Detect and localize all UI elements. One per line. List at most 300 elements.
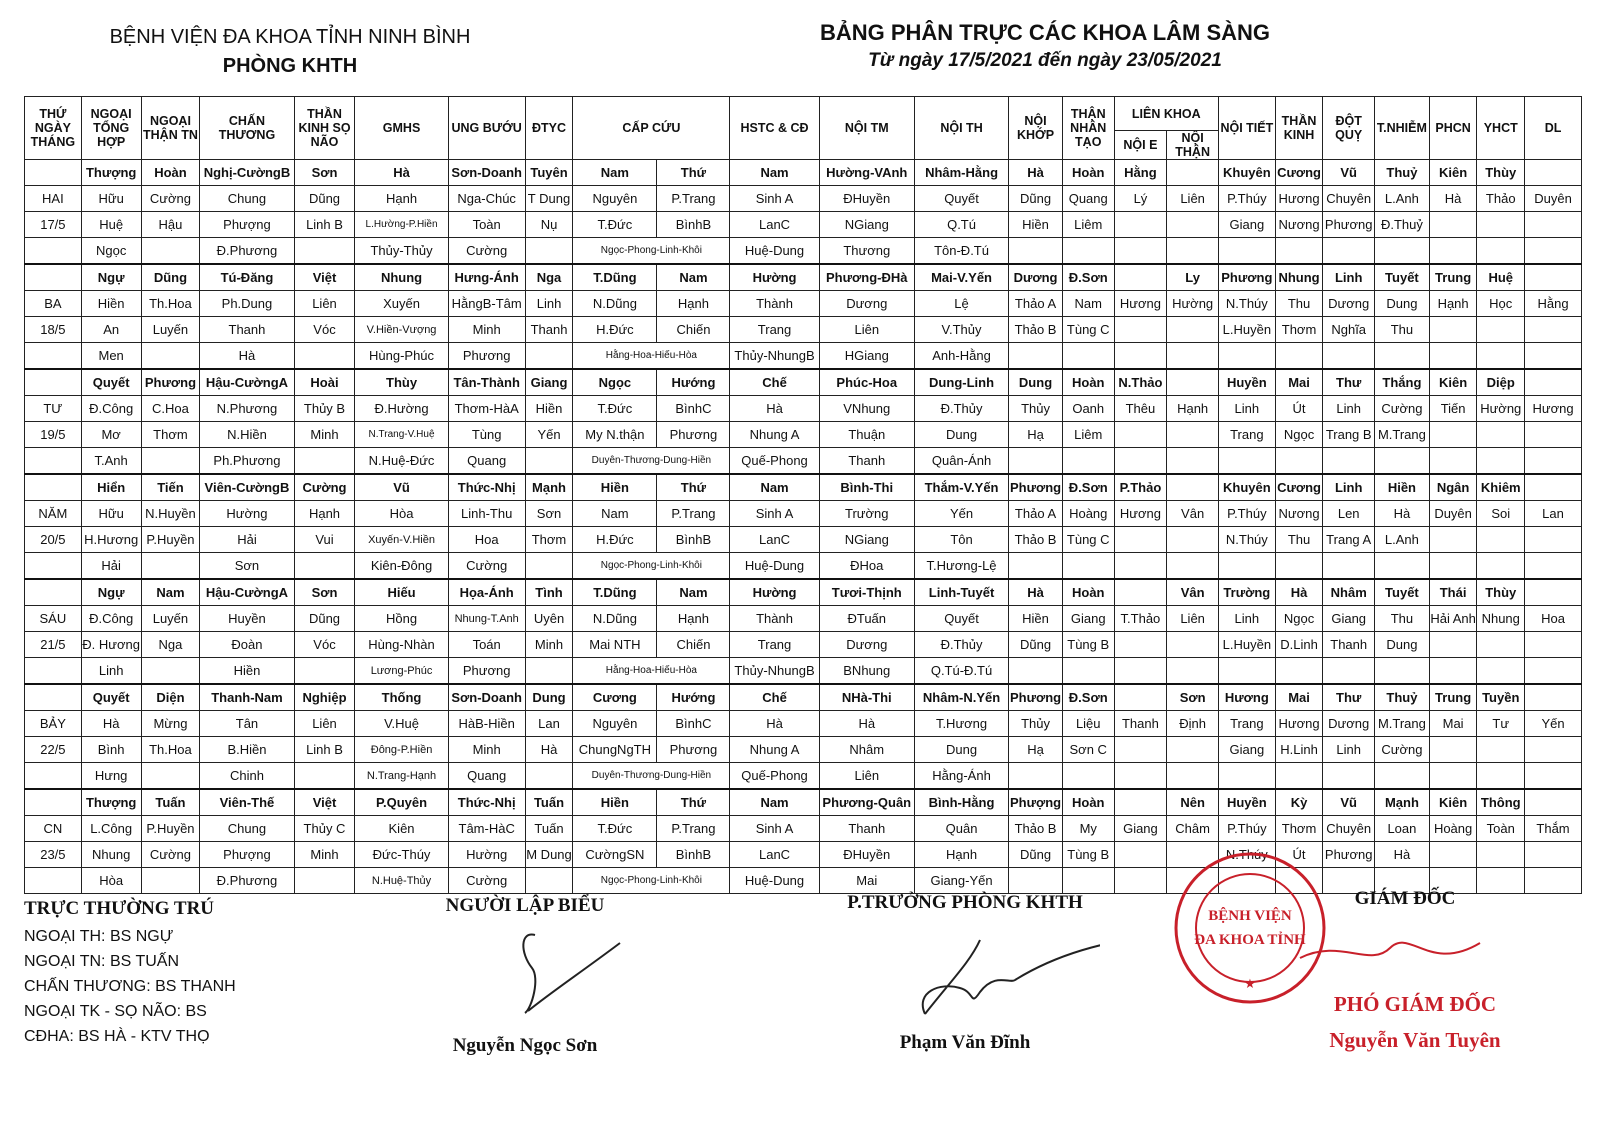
table-cell <box>1477 422 1525 448</box>
table-cell: L.Huyền <box>1218 632 1275 658</box>
day-cell <box>25 763 82 790</box>
table-cell: Thơm <box>141 422 200 448</box>
table-cell <box>1009 238 1063 265</box>
table-cell <box>1009 448 1063 475</box>
table-cell: Dương <box>1009 264 1063 291</box>
header-noi-th: NỘI TH <box>914 97 1008 160</box>
table-cell <box>1114 422 1167 448</box>
table-cell <box>1429 317 1477 343</box>
table-cell: Thùy <box>1477 160 1525 186</box>
table-cell: Cường <box>448 238 525 265</box>
table-cell <box>1429 448 1477 475</box>
table-cell: Nhâm-Hằng <box>914 160 1008 186</box>
table-cell <box>1429 842 1477 868</box>
header-ung-buou: UNG BƯỚU <box>448 97 525 160</box>
table-cell: Quyết <box>81 684 141 711</box>
oncall-section <box>24 898 236 1053</box>
header-noi-e: NỘI E <box>1114 131 1167 160</box>
table-cell <box>1114 343 1167 370</box>
table-cell: Liệu <box>1062 711 1114 737</box>
table-cell: Thanh <box>525 317 573 343</box>
table-cell: Thu <box>1375 317 1430 343</box>
table-cell: Huyền <box>200 606 294 632</box>
table-cell <box>525 553 573 580</box>
deputy-head-title: P.TRƯỞNG PHÒNG KHTH <box>847 892 1083 913</box>
table-cell: Liên <box>294 291 355 317</box>
table-cell: Hải <box>200 527 294 553</box>
table-cell: Nghị-CườngB <box>200 160 294 186</box>
table-row <box>25 396 1582 422</box>
table-row <box>25 658 1582 685</box>
table-cell: Minh <box>294 422 355 448</box>
table-cell: Hạnh <box>294 501 355 527</box>
table-cell: H.Đức <box>573 317 657 343</box>
table-cell: Chung <box>200 186 294 212</box>
director-signature <box>1280 918 1530 998</box>
table-cell: Hà <box>730 711 819 737</box>
table-cell: Tình <box>525 579 573 606</box>
table-cell <box>1114 238 1167 265</box>
table-cell: Kiên <box>1429 160 1477 186</box>
table-cell: Mai NTH <box>573 632 657 658</box>
table-cell: Bình <box>81 737 141 763</box>
table-cell: Hòa <box>81 868 141 894</box>
table-cell: P.Trang <box>657 816 730 842</box>
table-cell: Anh-Hằng <box>914 343 1008 370</box>
table-cell: ĐHuyền <box>819 842 914 868</box>
table-cell: Phương <box>448 343 525 370</box>
table-cell <box>1167 343 1219 370</box>
table-cell <box>141 448 200 475</box>
table-cell: Viên-CườngB <box>200 474 294 501</box>
table-cell: Đ.Hường <box>355 396 448 422</box>
table-cell: Hà <box>1009 579 1063 606</box>
director-name: Nguyễn Văn Tuyên <box>1329 1028 1501 1052</box>
table-cell <box>1375 448 1430 475</box>
table-cell <box>1525 579 1582 606</box>
table-cell: Hà <box>200 343 294 370</box>
table-cell: Hà <box>1429 186 1477 212</box>
table-cell: H.Linh <box>1275 737 1323 763</box>
table-cell: V.Thủy <box>914 317 1008 343</box>
table-cell: Châm <box>1167 816 1219 842</box>
table-cell: Linh-Tuyết <box>914 579 1008 606</box>
table-cell: Lan <box>525 711 573 737</box>
table-cell: Đ.Sơn <box>1062 684 1114 711</box>
day-date: 21/5 <box>25 632 82 658</box>
table-cell: Dũng <box>1009 186 1063 212</box>
table-cell <box>1375 553 1430 580</box>
table-cell: Sinh A <box>730 186 819 212</box>
table-cell: Dương <box>1323 711 1375 737</box>
table-cell: Quế-Phong <box>730 448 819 475</box>
table-cell: Thu <box>1375 606 1430 632</box>
table-cell: Thuỷ <box>1375 684 1430 711</box>
table-cell: Hoa <box>448 527 525 553</box>
table-cell: Hằng-Ánh <box>914 763 1008 790</box>
table-cell: Giang <box>1323 606 1375 632</box>
table-cell: Nghĩa <box>1323 317 1375 343</box>
table-cell: P.Huyền <box>141 816 200 842</box>
table-cell: T.Hương <box>914 711 1008 737</box>
table-row <box>25 264 1582 291</box>
day-cell <box>25 369 82 396</box>
table-cell: Thượng <box>81 160 141 186</box>
table-cell <box>1167 369 1219 396</box>
deputy-head-name: Phạm Văn Đĩnh <box>899 1032 1031 1053</box>
table-cell <box>525 763 573 790</box>
table-cell: Thống <box>355 684 448 711</box>
header-hstc: HSTC & CĐ <box>730 97 819 160</box>
duty-schedule-table <box>24 96 1582 894</box>
table-cell: ĐHuyền <box>819 186 914 212</box>
table-cell: Nga-Chúc <box>448 186 525 212</box>
table-cell: Đ.Phương <box>200 238 294 265</box>
table-cell <box>1275 448 1323 475</box>
table-cell <box>1009 763 1063 790</box>
table-cell <box>1477 448 1525 475</box>
table-cell: HàB-Hiền <box>448 711 525 737</box>
hospital-name: BỆNH VIỆN ĐA KHOA TỈNH NINH BÌNH <box>109 26 471 48</box>
table-cell: Hướng <box>657 684 730 711</box>
table-cell: Thức-Nhị <box>448 474 525 501</box>
table-cell <box>1218 238 1275 265</box>
table-cell <box>1525 369 1582 396</box>
table-cell: Duyên <box>1525 186 1582 212</box>
table-cell: Đ.Công <box>81 606 141 632</box>
table-cell: Minh <box>294 842 355 868</box>
table-cell: M Dung <box>525 842 573 868</box>
table-cell: Cường <box>448 868 525 894</box>
table-cell: Linh B <box>294 212 355 238</box>
table-cell: Lan <box>1525 501 1582 527</box>
table-cell: Liên <box>819 317 914 343</box>
table-cell: Tươi-Thịnh <box>819 579 914 606</box>
table-cell <box>1477 842 1525 868</box>
table-cell: Giang <box>525 369 573 396</box>
table-cell: Sơn <box>525 501 573 527</box>
table-cell <box>1323 658 1375 685</box>
table-cell: Quyết <box>81 369 141 396</box>
table-cell <box>1375 343 1430 370</box>
table-cell: Hương <box>1275 711 1323 737</box>
table-cell: Giang <box>1218 212 1275 238</box>
table-cell: BìnhC <box>657 711 730 737</box>
table-cell <box>1114 737 1167 763</box>
table-cell: Linh <box>525 291 573 317</box>
table-cell: Chung <box>200 816 294 842</box>
table-cell: Dương <box>819 291 914 317</box>
table-cell <box>1167 422 1219 448</box>
director-title: GIÁM ĐỐC <box>1354 888 1456 909</box>
table-cell: Hiếu <box>355 579 448 606</box>
table-cell: Trang <box>1218 422 1275 448</box>
table-cell: Phượng <box>1009 789 1063 816</box>
table-cell: Linh <box>1323 737 1375 763</box>
table-cell: Út <box>1275 396 1323 422</box>
table-cell <box>1062 763 1114 790</box>
table-cell <box>525 868 573 894</box>
table-cell <box>1114 658 1167 685</box>
director-role: PHÓ GIÁM ĐỐC <box>1333 992 1497 1016</box>
table-cell: Mạnh <box>1375 789 1430 816</box>
table-cell: V.Huệ <box>355 711 448 737</box>
header-than-nhan-tao: THẬN NHÂN TẠO <box>1062 97 1114 160</box>
table-cell: Xuyến-V.Hiền <box>355 527 448 553</box>
deputy-head-signature <box>830 922 1100 1022</box>
table-cell <box>1114 317 1167 343</box>
table-row <box>25 369 1582 396</box>
table-cell: Chiến <box>657 632 730 658</box>
table-cell: Nhung <box>81 842 141 868</box>
table-row <box>25 789 1582 816</box>
table-cell: Tùng B <box>1062 842 1114 868</box>
table-cell: Hiền <box>81 291 141 317</box>
table-cell <box>1218 448 1275 475</box>
table-cell <box>1114 684 1167 711</box>
table-cell: Trung <box>1429 264 1477 291</box>
preparer-signature <box>420 923 630 1023</box>
table-cell: NHà-Thi <box>819 684 914 711</box>
table-cell: Tuyết <box>1375 264 1430 291</box>
table-cell <box>1114 763 1167 790</box>
table-cell: Đ. Hương <box>81 632 141 658</box>
table-cell: Toàn <box>448 212 525 238</box>
table-cell: Thanh <box>819 816 914 842</box>
table-cell: Kiên-Đông <box>355 553 448 580</box>
preparer-name: Nguyễn Ngọc Sơn <box>452 1035 598 1056</box>
table-cell <box>1275 658 1323 685</box>
table-cell: Hưng-Ánh <box>448 264 525 291</box>
table-cell: Nam <box>573 160 657 186</box>
table-cell: Thanh <box>1323 632 1375 658</box>
table-cell: Tùng C <box>1062 317 1114 343</box>
table-cell: Việt <box>294 264 355 291</box>
table-cell: Liên <box>294 711 355 737</box>
table-cell <box>1323 448 1375 475</box>
table-cell: Họa-Ánh <box>448 579 525 606</box>
table-cell: Mai <box>1429 711 1477 737</box>
table-cell: Trường <box>819 501 914 527</box>
table-cell: T Dung <box>525 186 573 212</box>
table-cell: ĐHoa <box>819 553 914 580</box>
table-cell: Trang <box>1218 711 1275 737</box>
table-cell: Thủy <box>1009 711 1063 737</box>
header-noi-tm: NỘI TM <box>819 97 914 160</box>
table-cell: Quế-Phong <box>730 763 819 790</box>
day-cell <box>25 789 82 816</box>
header-noi-khop: NỘI KHỚP <box>1009 97 1063 160</box>
table-cell: N.Thảo <box>1114 369 1167 396</box>
header-dl: DL <box>1525 97 1582 160</box>
table-cell: Hạnh <box>355 186 448 212</box>
table-cell: Cường <box>448 553 525 580</box>
table-cell: Hằng <box>1114 160 1167 186</box>
table-cell: Dương <box>1323 291 1375 317</box>
table-cell <box>1375 763 1430 790</box>
table-cell <box>1525 474 1582 501</box>
table-cell: Phúc-Hoa <box>819 369 914 396</box>
table-cell: Uyên <box>525 606 573 632</box>
table-cell: Thứ <box>657 474 730 501</box>
table-cell <box>1167 474 1219 501</box>
table-cell: Nhâm <box>819 737 914 763</box>
table-cell: Thắm <box>1525 816 1582 842</box>
table-cell: Th.Hoa <box>141 291 200 317</box>
table-cell: P.Thảo <box>1114 474 1167 501</box>
table-cell: N.Huyền <box>141 501 200 527</box>
day-cell <box>25 160 82 186</box>
table-cell: Sơn-Doanh <box>448 684 525 711</box>
table-cell: Hường <box>1477 396 1525 422</box>
table-cell: HGiang <box>819 343 914 370</box>
table-cell <box>1062 658 1114 685</box>
table-cell: Cương <box>573 684 657 711</box>
table-cell <box>1275 553 1323 580</box>
day-cell <box>25 264 82 291</box>
table-cell: Học <box>1477 291 1525 317</box>
table-cell: Hùng-Nhàn <box>355 632 448 658</box>
day-cell <box>25 579 82 606</box>
table-cell: Xuyến <box>355 291 448 317</box>
table-cell: Hoàn <box>1062 579 1114 606</box>
table-cell: Hường <box>1167 291 1219 317</box>
table-cell <box>294 763 355 790</box>
table-cell: Soi <box>1477 501 1525 527</box>
table-cell: Ngọc-Phong-Linh-Khôi <box>573 868 730 894</box>
table-cell: P.Thúy <box>1218 501 1275 527</box>
table-cell: Hữu <box>81 186 141 212</box>
header-right <box>780 20 1310 72</box>
table-cell: Thanh <box>819 448 914 475</box>
table-cell: ChungNgTH <box>573 737 657 763</box>
table-cell: BìnhC <box>657 396 730 422</box>
table-cell: Hải Anh <box>1429 606 1477 632</box>
table-cell: C.Hoa <box>141 396 200 422</box>
table-cell: Mạnh <box>525 474 573 501</box>
table-cell: Thơm <box>525 527 573 553</box>
table-cell: Liên <box>1167 186 1219 212</box>
table-cell: Vũ <box>1323 789 1375 816</box>
day-date: 19/5 <box>25 422 82 448</box>
table-row <box>25 553 1582 580</box>
table-cell <box>1167 763 1219 790</box>
table-cell: Thanh <box>1114 711 1167 737</box>
table-cell: Hùng-Phúc <box>355 343 448 370</box>
header-cap-cuu: CẤP CỨU <box>573 97 730 160</box>
table-cell: Sơn <box>294 160 355 186</box>
table-cell <box>525 448 573 475</box>
table-cell: Hằng <box>1525 291 1582 317</box>
table-cell: L.Hường-P.Hiền <box>355 212 448 238</box>
table-cell: Hạnh <box>1167 396 1219 422</box>
header-than-kinh-2: THẦN KINH <box>1275 97 1323 160</box>
table-cell: Phương <box>1323 212 1375 238</box>
table-cell: Hoàng <box>1062 501 1114 527</box>
table-cell: Tùng <box>448 422 525 448</box>
table-cell <box>1525 422 1582 448</box>
table-cell <box>1114 553 1167 580</box>
table-cell: Thảo A <box>1009 501 1063 527</box>
table-row <box>25 579 1582 606</box>
table-cell: Sinh A <box>730 501 819 527</box>
table-cell: Hạnh <box>914 842 1008 868</box>
table-cell <box>1525 763 1582 790</box>
table-cell: N.Huệ-Đức <box>355 448 448 475</box>
table-cell <box>1477 212 1525 238</box>
svg-text:★: ★ <box>1244 976 1256 991</box>
header-t-nhiem: T.NHIỄM <box>1375 97 1430 160</box>
table-cell: L.Công <box>81 816 141 842</box>
table-cell: Chế <box>730 684 819 711</box>
table-cell: Thủy C <box>294 816 355 842</box>
table-cell <box>1525 684 1582 711</box>
table-cell: Đ.Thủy <box>914 632 1008 658</box>
table-cell: Mơ <box>81 422 141 448</box>
table-cell: Hiền <box>1375 474 1430 501</box>
table-cell: Dũng <box>294 186 355 212</box>
table-cell: BìnhB <box>657 527 730 553</box>
table-cell <box>1167 553 1219 580</box>
table-cell <box>1477 343 1525 370</box>
table-cell: Cường <box>1375 396 1430 422</box>
day-label: BẢY <box>25 711 82 737</box>
table-cell: Toán <box>448 632 525 658</box>
table-cell: Huyền <box>1218 369 1275 396</box>
table-cell: Thảo B <box>1009 816 1063 842</box>
table-cell: Phương <box>141 369 200 396</box>
table-cell: T.Hương-Lệ <box>914 553 1008 580</box>
table-cell: Sơn <box>200 553 294 580</box>
table-cell <box>1167 212 1219 238</box>
table-cell <box>1477 553 1525 580</box>
table-cell: Tâm-HàC <box>448 816 525 842</box>
table-cell: Oanh <box>1062 396 1114 422</box>
table-cell: Vóc <box>294 632 355 658</box>
table-cell: Hiền <box>525 396 573 422</box>
table-cell: Vũ <box>1323 160 1375 186</box>
table-cell: Hồng <box>355 606 448 632</box>
table-cell: Giang <box>1114 816 1167 842</box>
day-label: HAI <box>25 186 82 212</box>
preparer-signature-block <box>420 895 630 1056</box>
table-cell: Nghiệp <box>294 684 355 711</box>
table-cell: Hương <box>1218 684 1275 711</box>
table-cell: Hạnh <box>657 606 730 632</box>
table-cell <box>1167 238 1219 265</box>
header-gmhs: GMHS <box>355 97 448 160</box>
table-cell: Huệ-Dung <box>730 553 819 580</box>
table-cell <box>1009 868 1063 894</box>
table-cell: Tuấn <box>525 816 573 842</box>
table-cell <box>1429 763 1477 790</box>
table-cell: Linh B <box>294 737 355 763</box>
table-cell: Vui <box>294 527 355 553</box>
day-date: 18/5 <box>25 317 82 343</box>
table-cell: Vân <box>1167 579 1219 606</box>
table-cell: Hương <box>1114 501 1167 527</box>
table-cell: Thùy <box>355 369 448 396</box>
table-cell: Linh <box>1323 264 1375 291</box>
table-cell: Thư <box>1323 684 1375 711</box>
table-cell: Hường-VAnh <box>819 160 914 186</box>
table-row <box>25 737 1582 763</box>
table-cell: Phương <box>448 658 525 685</box>
table-cell <box>1218 343 1275 370</box>
table-cell <box>1323 238 1375 265</box>
table-cell: Tiến <box>141 474 200 501</box>
table-cell <box>1477 658 1525 685</box>
